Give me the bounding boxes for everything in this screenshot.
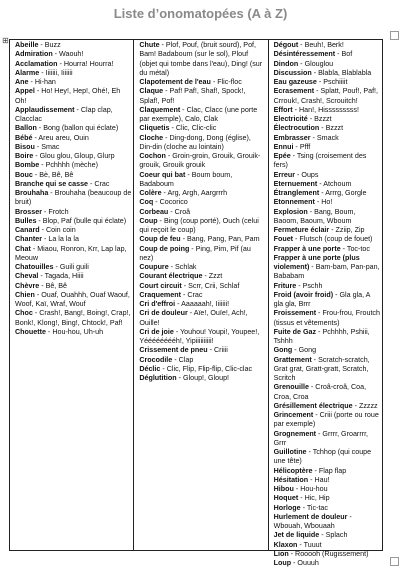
entry-term: Branche qui se casse - [15,180,94,188]
entry-term: Grésillement électrique - [274,402,359,410]
entry-term: Jet de liquide - [274,531,326,539]
entry-term: Frapper à une porte - [274,245,347,253]
entry-sounds: Tsing (croisement des fers) [273,152,367,170]
entry-sounds: Flutsch (coup de fouet) [299,235,373,244]
entry-term: Ennui - [274,143,300,151]
entry-term: Fermeture éclair - [274,226,336,234]
list-item [139,291,265,300]
entry-term: Chute - [139,41,166,49]
list-item [274,291,380,310]
entry-term: Hurlement de douleur - [274,513,352,521]
entry-term: Courant électrique - [139,272,208,280]
table-column-3 [269,40,382,567]
list-item [139,217,265,236]
entry-term: Guillotine - [274,448,313,456]
table-move-handle-icon[interactable]: ⊞ [2,36,9,45]
entry-term: Claque - [139,87,169,95]
list-item [139,208,265,217]
entry-sounds: Guili guili [59,263,89,271]
list-item [139,41,265,78]
entry-sounds: Bzzzt [314,115,332,123]
entry-term: Déglutition - [139,374,183,382]
entry-term: Coupure - [139,263,175,271]
entry-sounds: Zziip, Zip [335,226,365,234]
entry-sounds: Glou glou, Gloup, Glurp [39,152,115,160]
table-column-2 [134,40,268,550]
entry-sounds: Tuuut [303,540,322,549]
onomatopoeia-table [9,39,383,567]
list-item [274,485,380,494]
entry-sounds: Miaou, Ronron, Krr, Lap lap, Meouw [15,244,127,262]
entry-sounds: Clic, Flip, Flip-flip, Clic-clac [166,364,253,373]
list-item [15,87,131,106]
list-item [274,346,380,355]
entry-term: Alarme - [15,69,46,77]
list-item [15,189,131,208]
entry-term: Ane - [15,78,35,86]
list-item [274,383,380,402]
entry-sounds: Han!, Hisssssssss! [299,105,359,114]
entry-sounds: Plof, Pouf, (bruit sourd), Pof, Bam! Badaboum (sur le sol), Plouf (objet qui tombe dans l'eau), Ding! (sur du métal) [139,41,263,77]
list-item [139,328,265,347]
entry-term: Klaxon - [274,541,304,549]
list-item [274,513,380,532]
list-item [139,78,265,87]
entry-sounds: Hou-hou, Uh-uh [52,327,104,336]
entry-sounds: Rooooh (Rugissement) [295,549,369,558]
list-item [139,272,265,281]
entry-sounds: Pchhhh (mèche) [45,161,98,170]
entry-term: Cri d'effroi - [139,300,181,308]
list-item [15,208,131,217]
entry-term: Erreur - [274,171,302,179]
entry-sounds: Toc-toc [346,244,370,253]
entry-sounds: Glouglou [304,59,334,68]
list-item [274,531,380,540]
entry-term: Epée - [274,152,297,160]
entry-sounds: Criii (porte ou roue par exemple) [273,411,379,429]
entry-term: Corbeau - [139,208,174,216]
entry-sounds: Atchoum [323,179,352,188]
entry-term: Friture - [274,282,303,290]
entry-term: Hésitation - [274,476,315,484]
list-item [15,41,131,50]
entry-sounds: Arrrg, Gorgle [325,189,367,197]
entry-term: Coup - [139,217,164,225]
list-item [274,245,380,254]
entry-term: Bulles - [15,217,43,225]
list-item [15,143,131,152]
list-item [274,87,380,106]
list-item [274,541,380,550]
list-item [139,152,265,171]
list-item [274,448,380,467]
list-item [274,152,380,171]
list-item [139,309,265,328]
list-item [139,245,265,264]
entry-sounds: Boum boum, Badaboum [139,170,233,188]
entry-sounds: Crash!, Bang!, Boing!, Crap!, Bonk!, Klong!, Bing!, Chtock!, Paf! [15,309,131,327]
entry-term: Hélicoptère - [274,467,319,475]
entry-term: Chat - [15,245,37,253]
entry-sounds: Blabla, Blablabla [318,68,372,77]
entry-sounds: Tagada, Hiiii [44,272,84,281]
entry-term: Eternuement - [274,180,324,188]
list-item [274,476,380,485]
list-item [15,60,131,69]
list-item [274,115,380,124]
entry-term: Crocodile - [139,356,178,364]
list-item [139,124,265,133]
list-item [274,282,380,291]
entry-sounds: Crac [187,290,203,299]
entry-term: Hibou - [274,485,301,493]
entry-sounds: Croâ [174,207,191,216]
list-item [274,430,380,449]
list-item [274,180,380,189]
entry-sounds: Flap flap [318,466,347,475]
entry-term: Coup de feu - [139,235,187,243]
entry-sounds: Hi-han [34,78,56,86]
entry-sounds: Frotch [48,207,69,216]
entry-term: Chèvre - [15,282,46,290]
list-item [15,226,131,235]
entry-sounds: Gloup!, Gloup! [182,374,230,382]
entry-sounds: Youhou! Youpi!, Youpee!, Yééééééééh!, Yipiiiiiiiiii! [139,327,260,345]
entry-sounds: Splach [325,531,348,540]
list-item [274,411,380,430]
list-item [274,78,380,87]
entry-term: Cochon - [139,152,172,160]
list-item [274,134,380,143]
entry-sounds: Bing (coup porté), Ouch (celui qui reçoit le coup) [139,216,259,234]
list-item [274,504,380,513]
list-item [274,559,380,568]
entry-sounds: Brouhaha (beaucoup de bruit) [15,189,132,207]
entry-sounds: Gla gla, A gla gla, Brrr [273,290,371,308]
entry-sounds: Criiii [213,346,228,355]
list-item [274,328,380,347]
entry-term: Bébé - [15,134,38,142]
entry-term: Canard - [15,226,46,234]
list-item [15,235,131,244]
entry-sounds: Clic, Clic-clic [175,124,217,133]
entry-sounds: Pschiiiit [323,78,348,86]
entry-sounds: Pschh [302,281,323,290]
entry-sounds: Pchhhh, Pshiii, Tshhh [273,327,370,345]
entry-sounds: Arg, Argh, Aargrrrh [167,189,228,197]
list-item [274,106,380,115]
list-item [274,50,380,59]
entry-term: Gong - [274,346,299,354]
entry-sounds: Groin-groin, Grouik, Grouik-grouik, Grouik grouik [139,152,261,170]
entry-sounds: Bong (ballon qui éclate) [43,124,119,133]
entry-term: Effort - [274,106,299,114]
entry-term: Électrocution - [274,124,326,132]
entry-term: Brouhaha - [15,189,55,197]
entry-term: Electricité - [274,115,315,123]
entry-term: Chouette - [15,328,52,336]
list-item [15,171,131,180]
entry-sounds: Hourra! Hourra! [63,59,114,68]
entry-sounds: Cocorico [159,198,188,207]
entry-term: Étranglement - [274,189,326,197]
list-item [274,143,380,152]
list-item [139,263,265,272]
entry-term: Cliquetis - [139,124,176,132]
list-item [274,402,380,411]
entry-sounds: Iiiiiii, Iiiiiii [45,68,73,77]
entry-term: Loup - [274,559,298,567]
entry-term: Bisou - [15,143,41,151]
list-item [15,152,131,161]
entry-term: Désintéressement - [274,50,342,58]
list-item [274,171,380,180]
list-item [139,87,265,106]
entry-term: Etonnement - [274,198,322,206]
list-item [139,198,265,207]
entry-term: Acclamation - [15,60,64,68]
entry-term: Fouet - [274,235,300,243]
entry-sounds: Schlak [175,263,197,271]
entry-sounds: Scrr, Crii, Schlaf [188,281,240,290]
list-item [139,346,265,355]
list-item [15,50,131,59]
entry-term: Clapotement de l'eau - [139,78,217,86]
list-item [274,60,380,69]
entry-sounds: Aaaaaah!, Iiiiiii! [181,300,230,308]
entry-term: Grincement - [274,411,320,419]
entry-term: Froissement - [274,309,323,317]
entry-term: Eau gazeuse - [274,78,324,86]
list-item [139,134,265,153]
entry-sounds: Pfff [299,142,311,151]
entry-term: Grattement - [274,356,318,364]
entry-sounds: Smack [316,133,339,142]
entry-sounds: Ho! [321,198,333,207]
entry-sounds: Waouh! [59,50,84,59]
list-item [15,272,131,281]
entry-sounds: Bang, Pang, Pan, Pam [186,235,260,244]
entry-term: Cheval - [15,272,45,280]
list-item [274,198,380,207]
entry-sounds: Zzzt [208,272,223,281]
table-resize-handle-icon[interactable] [390,557,399,566]
entry-term: Bombe - [15,161,46,169]
list-item [274,69,380,78]
entry-sounds: Scratch-scratch, Grat grat, Gratt-gratt, Scratch, Scritch [273,355,370,382]
entry-term: Dégout - [274,41,305,49]
list-item [15,134,131,143]
list-item [274,356,380,384]
entry-sounds: Zzzzz [358,401,378,410]
entry-sounds: Hic, Hip [304,494,330,503]
list-item [274,235,380,244]
entry-term: Craquement - [139,291,187,299]
entry-sounds: Bang, Boum, Baoom, Baoum, Wboum [273,207,356,225]
entry-sounds: Wbouah, Wbouaah [273,522,335,530]
entry-term: Colère - [139,189,167,197]
entry-term: Fuite de Gaz - [274,328,323,336]
entry-sounds: Beuh!, Berk! [304,41,344,49]
entry-sounds: Ding-dong, Dong (église), Din-din (cloche au lointain) [139,133,251,151]
list-item [274,254,380,282]
entry-sounds: Oups [301,170,319,179]
list-item [274,208,380,227]
entry-sounds: Clac, Clacc (une porte par exemple), Calo, Clak [139,105,258,123]
list-item [274,309,380,328]
list-item [15,69,131,78]
entry-term: Applaudissement - [15,106,81,114]
entry-term: Cloche - [139,134,169,142]
entry-sounds: Bzzzt [325,124,344,133]
entry-sounds: Flic-floc [217,78,242,86]
list-item [274,189,380,198]
entry-term: Coq - [139,198,159,206]
entry-term: Brosser - [15,208,48,216]
list-item [139,374,265,383]
entry-term: Chien - [15,291,41,299]
entry-term: Grognement - [274,430,323,438]
entry-sounds: Frou-frou, Froutch (tissus et vêtements) [273,309,380,327]
entry-sounds: Aïe!, Ouïe!, Ach!, Ouille! [139,309,248,327]
entry-term: Boire - [15,152,40,160]
list-item [15,180,131,189]
entry-sounds: Ho! Hey!, Hep!, Ohé!, Eh Oh! [15,87,121,105]
entry-sounds: Tic-tac [306,503,328,512]
entry-sounds: Ouuuh [297,559,319,567]
list-item [15,263,131,272]
list-item [139,189,265,198]
list-item [15,309,131,328]
entry-sounds: Tchhop (qui coupe une tête) [273,448,372,466]
entry-term: Ballon - [15,124,43,132]
list-item [139,106,265,125]
corner-marker-icon [390,31,399,40]
list-item [15,217,131,226]
entry-term: Court circuit - [139,282,188,290]
entry-term: Admiration - [15,50,59,58]
entry-term: Discussion - [274,69,318,77]
entry-term: Frapper à une porte (plus violement) - [274,254,360,271]
entry-term: Appel - [15,87,41,95]
list-item [15,78,131,87]
entry-term: Froid (avoir froid) - [274,291,340,299]
entry-sounds: Clap clap, Clacclac [15,105,113,123]
list-item [274,124,380,133]
table-column-1 [10,40,134,550]
entry-term: Cri de joie - [139,328,180,336]
entry-term: Chatouilles - [15,263,60,271]
list-item [139,300,265,309]
list-item [139,356,265,365]
entry-sounds: Bè, Bê, Bê [39,170,74,179]
list-item [15,291,131,310]
entry-sounds: Areu areu, Ouin [38,133,89,142]
entry-term: Bouc - [15,171,39,179]
entry-term: Cri de douleur - [139,309,193,317]
entry-term: Abeille - [15,41,45,49]
entry-sounds: Clap [178,355,194,364]
list-item [15,282,131,291]
list-item [139,365,265,374]
list-item [274,467,380,476]
entry-sounds: Paf! Paf!, Shaf!, Spock!, Splaf!, Pof! [139,87,246,105]
list-item [139,171,265,190]
list-item [139,235,265,244]
entry-sounds: Croâ-croâ, Coa, Croa, Croa [273,383,367,401]
entry-sounds: Bof [341,50,353,59]
page-title: Liste d’onomatopées (A à Z) [113,6,288,21]
entry-term: Ecrasement - [274,87,321,95]
entry-sounds: Ouaf, Ouahhh, Ouaf Waouf, Woof, Kaï, Wraf, Wouf [15,290,130,308]
entry-sounds: Hau! [314,475,330,484]
entry-term: Embrasser - [274,134,317,142]
entry-term: Claquement - [139,106,186,114]
entry-term: Déclic - [139,365,166,373]
entry-sounds: Bê, Bê [45,281,68,290]
entry-sounds: Coin coin [45,226,76,234]
list-item [274,494,380,503]
entry-term: Lion - [274,550,295,558]
list-item [139,282,265,291]
list-item [15,124,131,133]
entry-sounds: Bam-bam, Pan-pan, Bababam [273,263,380,281]
entry-term: Grenouille - [274,383,316,391]
entry-term: Coup de poing - [139,245,195,253]
entry-sounds: Splatt, Pouf!, Paf!, Crrouk!, Crash!, Scrouitch! [273,87,379,105]
entry-sounds: Grrrr, Groarrrr, Grrr [273,429,369,447]
entry-sounds: Buzz [44,41,61,49]
list-item [274,226,380,235]
list-item [15,106,131,125]
entry-term: Coeur qui bat - [139,171,191,179]
list-item [15,161,131,170]
entry-term: Choc - [15,309,39,317]
entry-sounds: La la la la [48,235,79,244]
entry-term: Explosion - [274,208,314,216]
entry-sounds: Crac [94,179,110,188]
entry-term: Hoquet - [274,494,305,502]
list-item [15,328,131,337]
entry-term: Chanter - [15,235,48,243]
list-item [15,245,131,264]
entry-term: Dindon - [274,60,305,68]
entry-term: Crissement de pneu - [139,346,214,354]
list-item [274,41,380,50]
entry-term: Horloge - [274,504,307,512]
entry-sounds: Smac [41,142,60,151]
entry-sounds: Blop, Paf (bulle qui éclate) [42,216,127,225]
list-item [274,550,380,559]
entry-sounds: Ping, Pim, Pif (au nez) [139,244,251,262]
entry-sounds: Hou-hou [300,485,328,493]
entry-sounds: Gong [298,346,317,355]
